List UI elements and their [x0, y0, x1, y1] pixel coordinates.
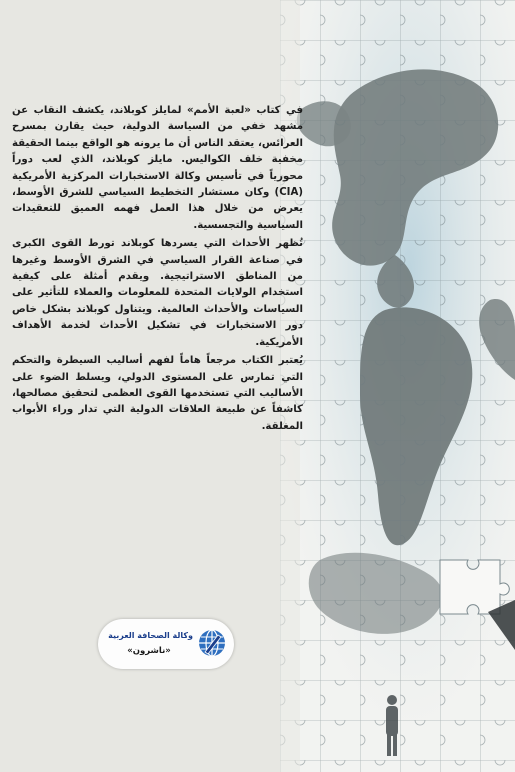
publisher-name: وكالة الصحافة العربية: [108, 631, 193, 640]
publisher-logo: [98, 619, 234, 669]
back-cover-description: [12, 103, 303, 437]
globe-pen-icon: [196, 627, 228, 659]
publisher-tagline: «ناشرون»: [127, 646, 171, 656]
description-paragraph-2: تُظهر الأحداث التي يسردها كوبلاند تورط القوى الكبرى في صناعة القرار السياسي في الشرق الأوسط وغيرها من المناطق الاستراتيجية. ويقدم أمثلة على كيفية استخدام الولايات المتحدة للمعلومات والعملاء للتأثير على السياسات والأحداث العالمية. ويتناول كوبلاند بشكل خاص دور الاستخبارات في تشكيل الأحداث لخدمة الأهداف الأمريكية.: [12, 238, 303, 348]
description-paragraph-1: في كتاب «لعبة الأمم» لمايلز كوبلاند، يكشف النقاب عن مشهد خفي من السياسة الدولية، حيث يقارن بمسرح العرائس، يعتقد الناس أن ما يرونه هو الواقع بينما الحقيقة مخفية خلف الكواليس. مايلز كوبلاند، الذي لعب دوراً محورياً في تأسيس وكالة الاستخبارات المركزية الأمريكية (CIA) وكان مستشار التخطيط السياسي للشرق الأوسط، يعرض من خلال هذا العمل فهمه العميق للتعقيدات السياسية والتجسسية.: [12, 105, 303, 231]
description-paragraph-3: يُعتبر الكتاب مرجعاً هاماً لفهم أساليب السيطرة والتحكم التي تمارس على المستوى الدولي، ويسلط الضوء على الأساليب التي تستخدمها القوى العظمى لتحقيق مصالحها، كاشفاً عن طبيعة العلاقات الدولية التي تدار وراء الأبواب المغلقة.: [12, 355, 303, 432]
